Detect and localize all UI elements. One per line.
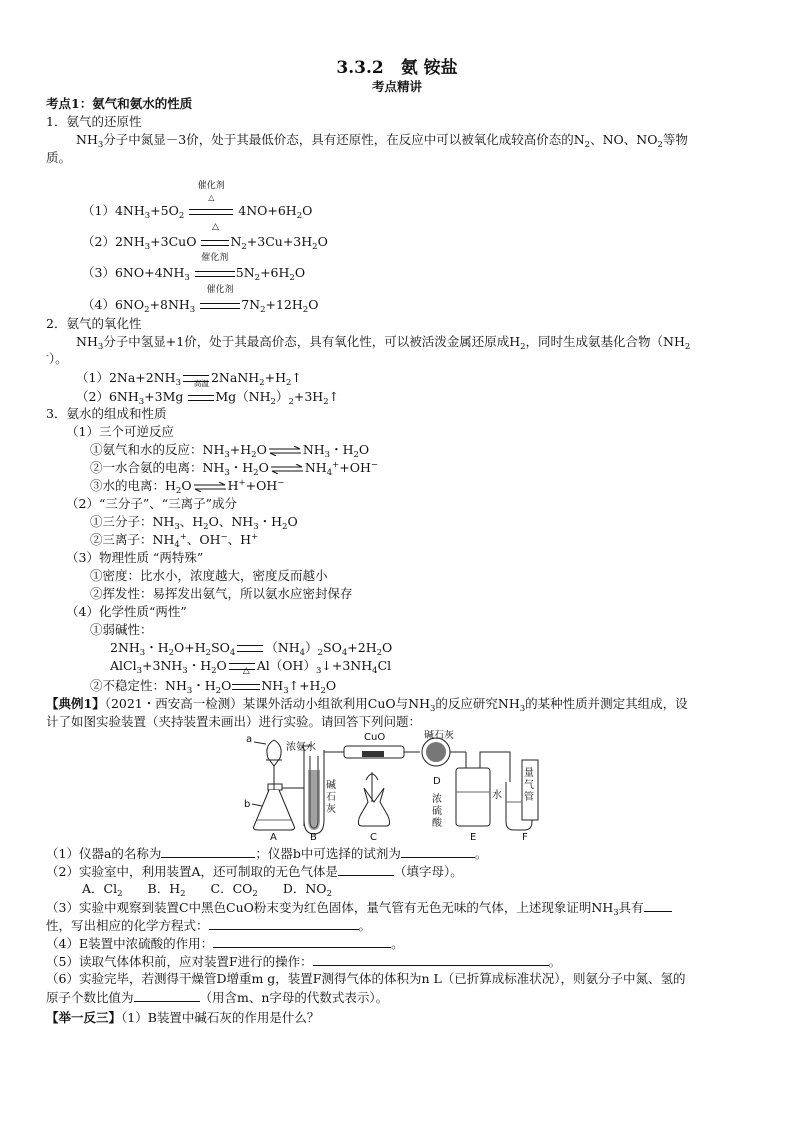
question: （6）实验完毕，若测得干燥管D增重m g，装置F测得气体的体积为n L（已折算成标准状况），则氨分子中氮、氢的 bbox=[46, 971, 686, 986]
answer-blank[interactable] bbox=[161, 845, 255, 858]
subsection-title: 3．氨水的组成和性质 bbox=[46, 406, 167, 421]
condition-arrow: 高温 bbox=[188, 388, 214, 401]
figure-label: 碱 bbox=[326, 780, 336, 791]
list-item: ②一水合氨的电离：$NH_3$・$H_2O$ $NH_4^++OH^-$ bbox=[90, 460, 378, 478]
list-item: ②三离子：$NH_4^+$、OH−、H+ bbox=[90, 532, 259, 550]
list-item: ①氨气和水的反应：$NH_3+H_2O$ $NH_3$・$H_2O$ bbox=[90, 442, 370, 460]
paragraph: $NH_3$分子中氮显－3价，处于其最低价态，具有还原性，在反应中可以被氧化成较高价态的$N_2$、NO、$NO_2$等物 bbox=[76, 132, 688, 150]
equation: $(1)2Na+2NH_3$ $2NaNH_2+H_2↑$ bbox=[76, 370, 302, 388]
figure-label: 管 bbox=[524, 792, 534, 803]
figure-label: 量 bbox=[524, 768, 534, 779]
figure-label: 硫 bbox=[432, 806, 442, 817]
answer-blank[interactable] bbox=[401, 845, 475, 858]
figure-letter: E bbox=[470, 832, 477, 842]
equation: $(2)2NH_3+3CuO$ △ $N_2+3Cu+3H_2O$ bbox=[82, 222, 328, 252]
question: （2）实验室中，利用装置A，还可制取的无色气体是 （填字母）。 bbox=[46, 864, 463, 879]
equation: ②不稳定性：$NH_3$・$H_2O$ △ $NH_3↑+H_2O$ bbox=[90, 666, 337, 696]
question-options: A．$Cl_2$ B．$H_2$ C．$CO_2$ D．$NO_2$ bbox=[82, 881, 332, 899]
condition-arrow: 催化剂 bbox=[200, 296, 240, 309]
figure-label: 浓氨水 bbox=[286, 742, 316, 753]
apparatus-d bbox=[404, 738, 466, 766]
figure-letter: C bbox=[370, 832, 377, 842]
condition-arrow: 催化剂 △ bbox=[189, 202, 233, 215]
answer-blank[interactable] bbox=[313, 953, 549, 966]
condition-arrow: △ bbox=[201, 233, 229, 246]
reversible-arrow-icon bbox=[268, 446, 302, 456]
equation: $(3)6NO+4NH_3$ 催化剂 $5N_2+6H_2O$ bbox=[82, 253, 306, 283]
list-item: ③水的电离：$H_2O$ H++OH− bbox=[90, 478, 285, 496]
equation: $(1)4NH_3+5O_2$ 催化剂 △ $4NO+6H_2O$ bbox=[82, 181, 313, 221]
figure-label: 酸 bbox=[432, 818, 442, 829]
paragraph: 质。 bbox=[46, 150, 72, 165]
equation: $AlCl_3+3NH_3$・$H_2O$ $Al(OH)_3↓+3NH_4Cl$ bbox=[110, 658, 392, 676]
example-intro: 计了如图实验装置（夹持装置未画出）进行实验。请回答下列问题： bbox=[46, 714, 422, 729]
page-title: 3.3.2 氨 铵盐 bbox=[336, 58, 458, 78]
section-heading: 考点1：氨气和氨水的性质 bbox=[46, 96, 193, 111]
figure-label: 碱石灰 bbox=[424, 730, 454, 741]
apparatus-a bbox=[252, 740, 304, 830]
apparatus-c bbox=[344, 746, 404, 826]
question: （4）E装置中浓硫酸的作用： 。 bbox=[46, 936, 404, 951]
figure-label: 浓 bbox=[432, 794, 442, 805]
list-item: （1）三个可逆反应 bbox=[66, 424, 174, 439]
figure-label: b bbox=[244, 799, 251, 810]
reversible-arrow-icon bbox=[270, 464, 304, 474]
question: （3）实验中观察到装置C中黑色CuO粉末变为红色固体，量气管有无色无味的气体，上述现象证明$NH_3$具有 bbox=[46, 899, 672, 915]
example-intro: 【典例1】（2021・西安高一检测）某课外活动小组欲利用CuO与$NH_3$的反应研究$NH_3$的某种性质并测定其组成，设 bbox=[46, 696, 688, 714]
list-item: （4）化学性质“两性” bbox=[66, 604, 187, 619]
paragraph: $NH_3$分子中氢显+1价，处于其最高价态，具有氧化性，可以被活泼金属还原成$H_2$，同时生成氨基化合物（$NH_2$ bbox=[76, 334, 691, 352]
question: （5）读取气体体积前，应对装置F进行的操作： 。 bbox=[46, 954, 562, 969]
answer-blank[interactable] bbox=[338, 863, 394, 876]
figure-label: 水 bbox=[492, 790, 502, 801]
answer-blank[interactable] bbox=[213, 935, 391, 948]
figure-label: 气 bbox=[524, 780, 534, 791]
condition-arrow: 催化剂 bbox=[195, 264, 235, 277]
answer-blank[interactable] bbox=[134, 989, 200, 1002]
question: 性，写出相应的化学方程式： 。 bbox=[46, 918, 372, 933]
subsection-title: 1．氨气的还原性 bbox=[46, 114, 142, 129]
figure-label: D bbox=[433, 776, 441, 787]
equation: $(2)6NH_3+3Mg$ 高温 $Mg(NH_2)_2+3H_2↑$ bbox=[76, 379, 340, 407]
follow-up-question: 【举一反三】（1）B装置中碱石灰的作用是什么？ bbox=[46, 1010, 320, 1025]
list-item: （2）“三分子”、“三离子”成分 bbox=[66, 496, 238, 511]
paragraph: -）。 bbox=[46, 351, 68, 366]
apparatus-b bbox=[302, 746, 344, 834]
question: 原子个数比值为 （用含m、n字母的代数式表示）。 bbox=[46, 990, 389, 1005]
apparatus-figure bbox=[244, 730, 554, 842]
page-subtitle: 考点精讲 bbox=[371, 79, 422, 94]
equation: $(4)6NO_2+8NH_3$ 催化剂 $7N_2+12H_2O$ bbox=[82, 285, 319, 315]
list-item: ②挥发性：易挥发出氨气，所以氨水应密封保存 bbox=[90, 586, 353, 601]
figure-letter: A bbox=[270, 832, 277, 842]
list-item: （3）物理性质 “两特殊” bbox=[66, 550, 204, 565]
figure-label: 石 bbox=[326, 792, 336, 803]
condition-arrow: △ bbox=[232, 677, 260, 690]
figure-letter: F bbox=[522, 832, 528, 842]
reversible-arrow-icon bbox=[193, 482, 227, 492]
figure-label: CuO bbox=[364, 732, 386, 743]
equation: $2NH_3$・$H_2O+H_2SO_4$ $(NH_4)_2SO_4+2H_2O$ bbox=[110, 640, 393, 658]
list-item: ①弱碱性： bbox=[90, 622, 153, 637]
answer-blank[interactable] bbox=[209, 917, 359, 930]
subsection-title: 2．氨气的氧化性 bbox=[46, 316, 142, 331]
list-item: ①三分子：$NH_3$、$H_2O$、$NH_3$・$H_2O$ bbox=[90, 514, 298, 532]
figure-letter: B bbox=[310, 832, 317, 842]
figure-label: 灰 bbox=[326, 804, 336, 815]
question: （1）仪器a的名称为 ；仪器b中可选择的试剂为 。 bbox=[46, 846, 488, 861]
list-item: ①密度：比水小，浓度越大，密度反而越小 bbox=[90, 568, 328, 583]
figure-label: a bbox=[246, 734, 253, 745]
apparatus-e bbox=[456, 752, 510, 826]
answer-blank[interactable] bbox=[644, 899, 672, 912]
